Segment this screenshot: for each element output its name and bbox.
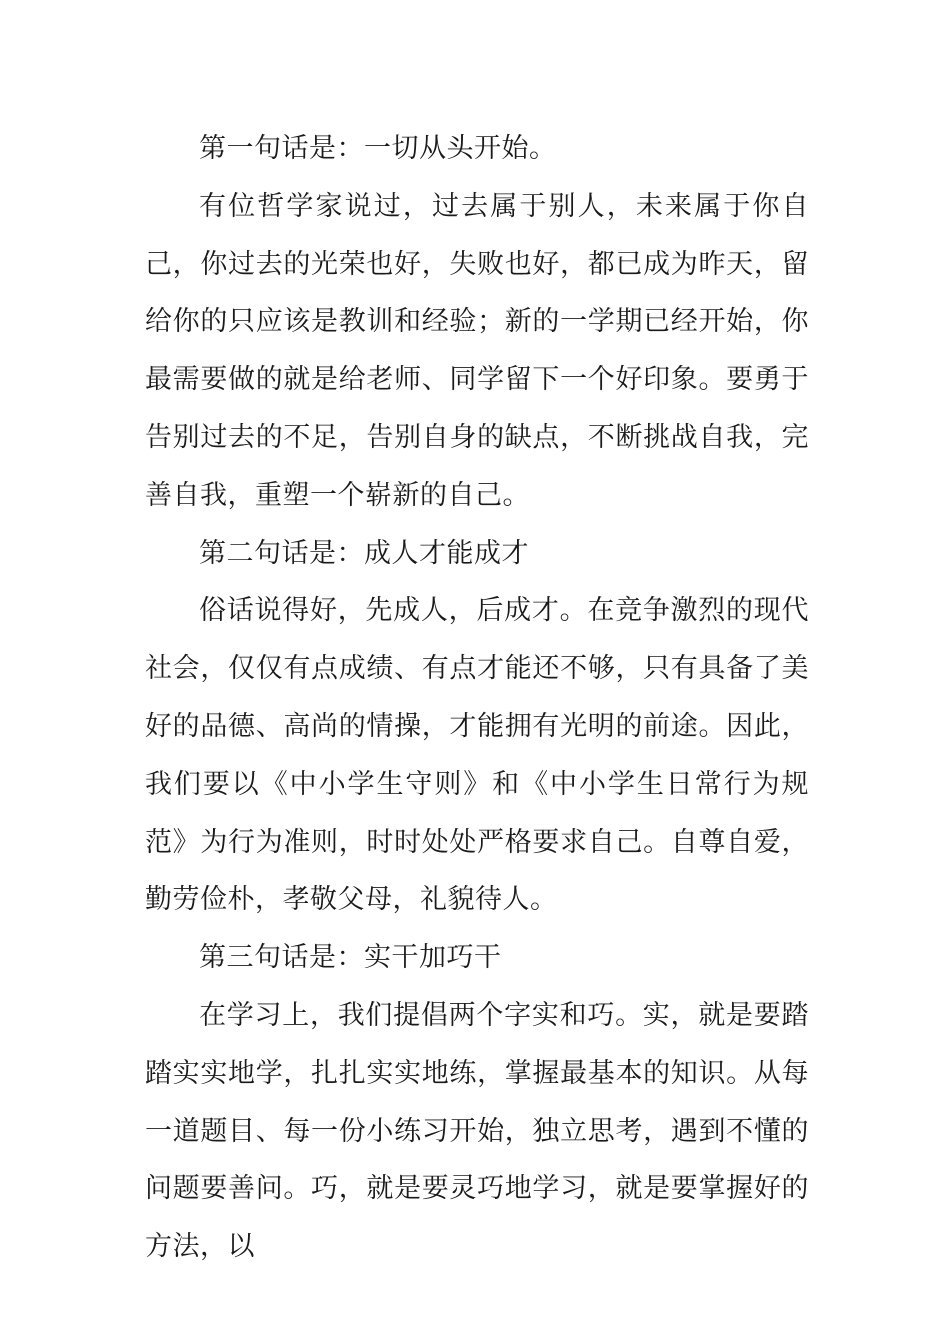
document-body: [145, 120, 809, 1276]
paragraph-start-over: 有位哲学家说过，过去属于别人，未来属于你自己，你过去的光荣也好，失败也好，都已成为昨天，留给你的只应该是教训和经验；新的一学期已经开始，你最需要做的就是给老师、同学留下一个好印象。要勇于告别过去的不足，告别自身的缺点，不断挑战自我，完善自我，重塑一个崭新的自己。: [145, 190, 809, 511]
paragraph-character-first: 俗话说得好，先成人，后成才。在竞争激烈的现代社会，仅仅有点成绩、有点才能还不够，只有具备了美好的品德、高尚的情操，才能拥有光明的前途。因此，我们要以《中小学生守则》和《中小学生日常行为规范》为行为准则，时时处处严格要求自己。自尊自爱，勤劳俭朴，孝敬父母，礼貌待人。: [145, 595, 809, 916]
paragraph-work-hard-and-smart: 在学习上，我们提倡两个字实和巧。实，就是要踏踏实实地学，扎扎实实地练，掌握最基本的知识。从每一道题目、每一份小练习开始，独立思考，遇到不懂的问题要善问。巧，就是要灵巧地学习，就是要掌握好的方法，以: [145, 999, 809, 1263]
heading-third-sentence: 第三句话是：实干加巧干: [199, 942, 502, 974]
heading-second-sentence: 第二句话是：成人才能成才: [199, 537, 529, 569]
heading-first-sentence: 第一句话是：一切从头开始。: [199, 133, 557, 164]
